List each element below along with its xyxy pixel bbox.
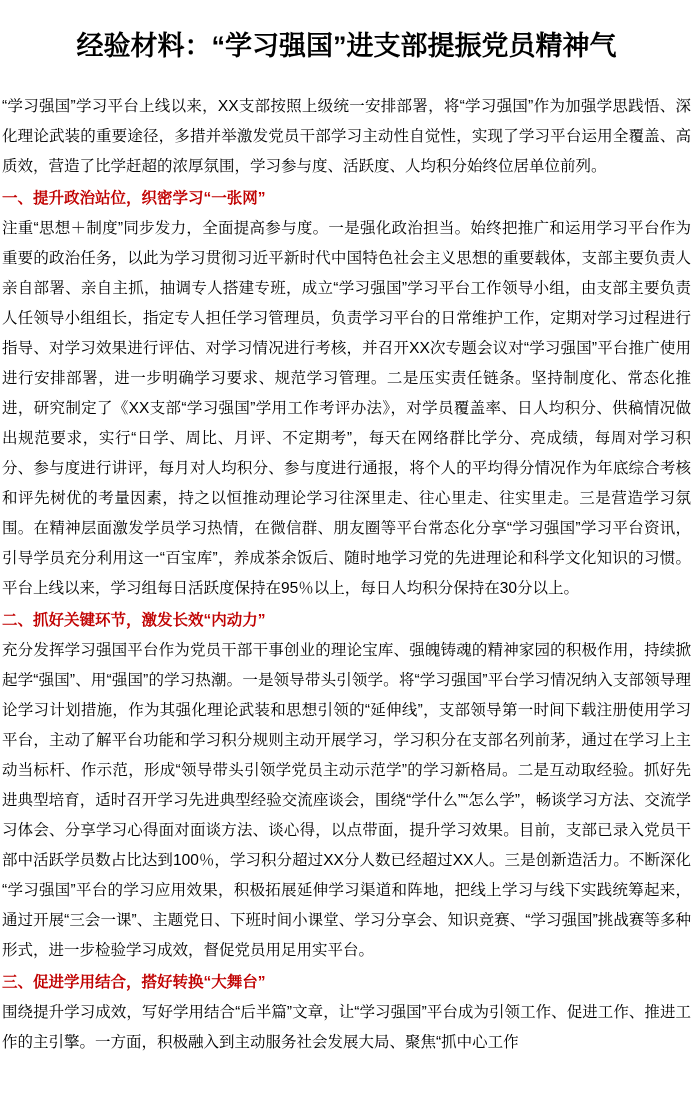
page-title: 经验材料：“学习强国”进支部提振党员精神气 xyxy=(76,31,617,61)
section-1-paragraph: 注重“思想＋制度”同步发力，全面提高参与度。一是强化政治担当。始终把推广和运用学习平台作为重要的政治任务，以此为学习贯彻习近平新时代中国特色社会主义思想的重要载体，支部主要负责人亲自部署、亲自主抓，抽调专人搭建专班，成立“学习强国”学习平台工作领导小组，由支部主要负责人任领导小组组长，指定专人担任学习管理员，负责学习平台的日常维护工作，定期对学习过程进行指导、对学习效果进行评估、对学习情况进行考核，并召开XX次专题会议对“学习强国”平台推广使用进行安排部署，进一步明确学习要求、规范学习管理。二是压实责任链条。坚持制度化、常态化推进，研究制定了《XX支部“学习强国”学用工作考评办法》，对学员覆盖率、日人均积分、供稿情况做出规范要求，实行“日学、周比、月评、不定期考”，每天在网络群比学分、亮成绩，每周对学习积分、参与度进行讲评，每月对人均积分、参与度进行通报，将个人的平均得分情况作为年底综合考核和评先树优的考量因素，持之以恒推动理论学习往深里走、往心里走、往实里走。三是营造学习氛围。在精神层面激发学员学习热情，在微信群、朋友圈等平台常态化分享“学习强国”学习平台资讯，引导学员充分利用这一“百宝库”，养成茶余饭后、随时地学习党的先进理论和科学文化知识的习惯。平台上线以来，学习组每日活跃度保持在95％以上，每日人均积分保持在30分以上。 xyxy=(2,220,691,597)
section-heading-1: 一、提升政治站位，织密学习“一张网” xyxy=(2,190,266,207)
intro-paragraph: “学习强国”学习平台上线以来，XX支部按照上级统一安排部署，将“学习强国”作为加强学思践悟、深化理论武装的重要途径，多措并举激发党员干部学习主动性自觉性，实现了学习平台运用全覆盖、高质效，营造了比学赶超的浓厚氛围，学习参与度、活跃度、人均积分始终位居单位前列。 xyxy=(2,98,691,175)
section-2-paragraph: 充分发挥学习强国平台作为党员干部干事创业的理论宝库、强魄铸魂的精神家园的积极作用，持续掀起学“强国”、用“强国”的学习热潮。一是领导带头引领学。将“学习强国”平台学习情况纳入支部领导理论学习计划措施，作为其强化理论武装和思想引领的“延伸线”，支部领导第一时间下载注册使用学习平台，主动了解平台功能和学习积分规则主动开展学习，学习积分在支部名列前茅，通过在学习上主动当标杆、作示范，形成“领导带头引领学党员主动示范学”的学习新格局。二是互动取经验。抓好先进典型培育，适时召开学习先进典型经验交流座谈会，围绕“学什么”“怎么学”，畅谈学习方法、交流学习体会、分享学习心得面对面谈方法、谈心得，以点带面，提升学习效果。目前，支部已录入党员干部中活跃学员数占比达到100％，学习积分超过XX分人数已经超过XX人。三是创新造活力。不断深化“学习强国”平台的学习应用效果，积极拓展延伸学习渠道和阵地，把线上学习与线下实践统筹起来，通过开展“三会一课”、主题党日、下班时间小课堂、学习分享会、知识竞赛、“学习强国”挑战赛等多种形式，进一步检验学习成效，督促党员用足用实平台。 xyxy=(2,642,691,959)
section-heading-3: 三、促进学用结合，搭好转换“大舞台” xyxy=(2,974,266,991)
section-heading-2: 二、抓好关键环节，激发长效“内动力” xyxy=(2,612,266,629)
section-3-paragraph: 围绕提升学习成效，写好学用结合“后半篇”文章，让“学习强国”平台成为引领工作、促进工作、推进工作的主引擎。一方面，积极融入到主动服务社会发展大局、聚焦“抓中心工作 xyxy=(2,1004,691,1051)
